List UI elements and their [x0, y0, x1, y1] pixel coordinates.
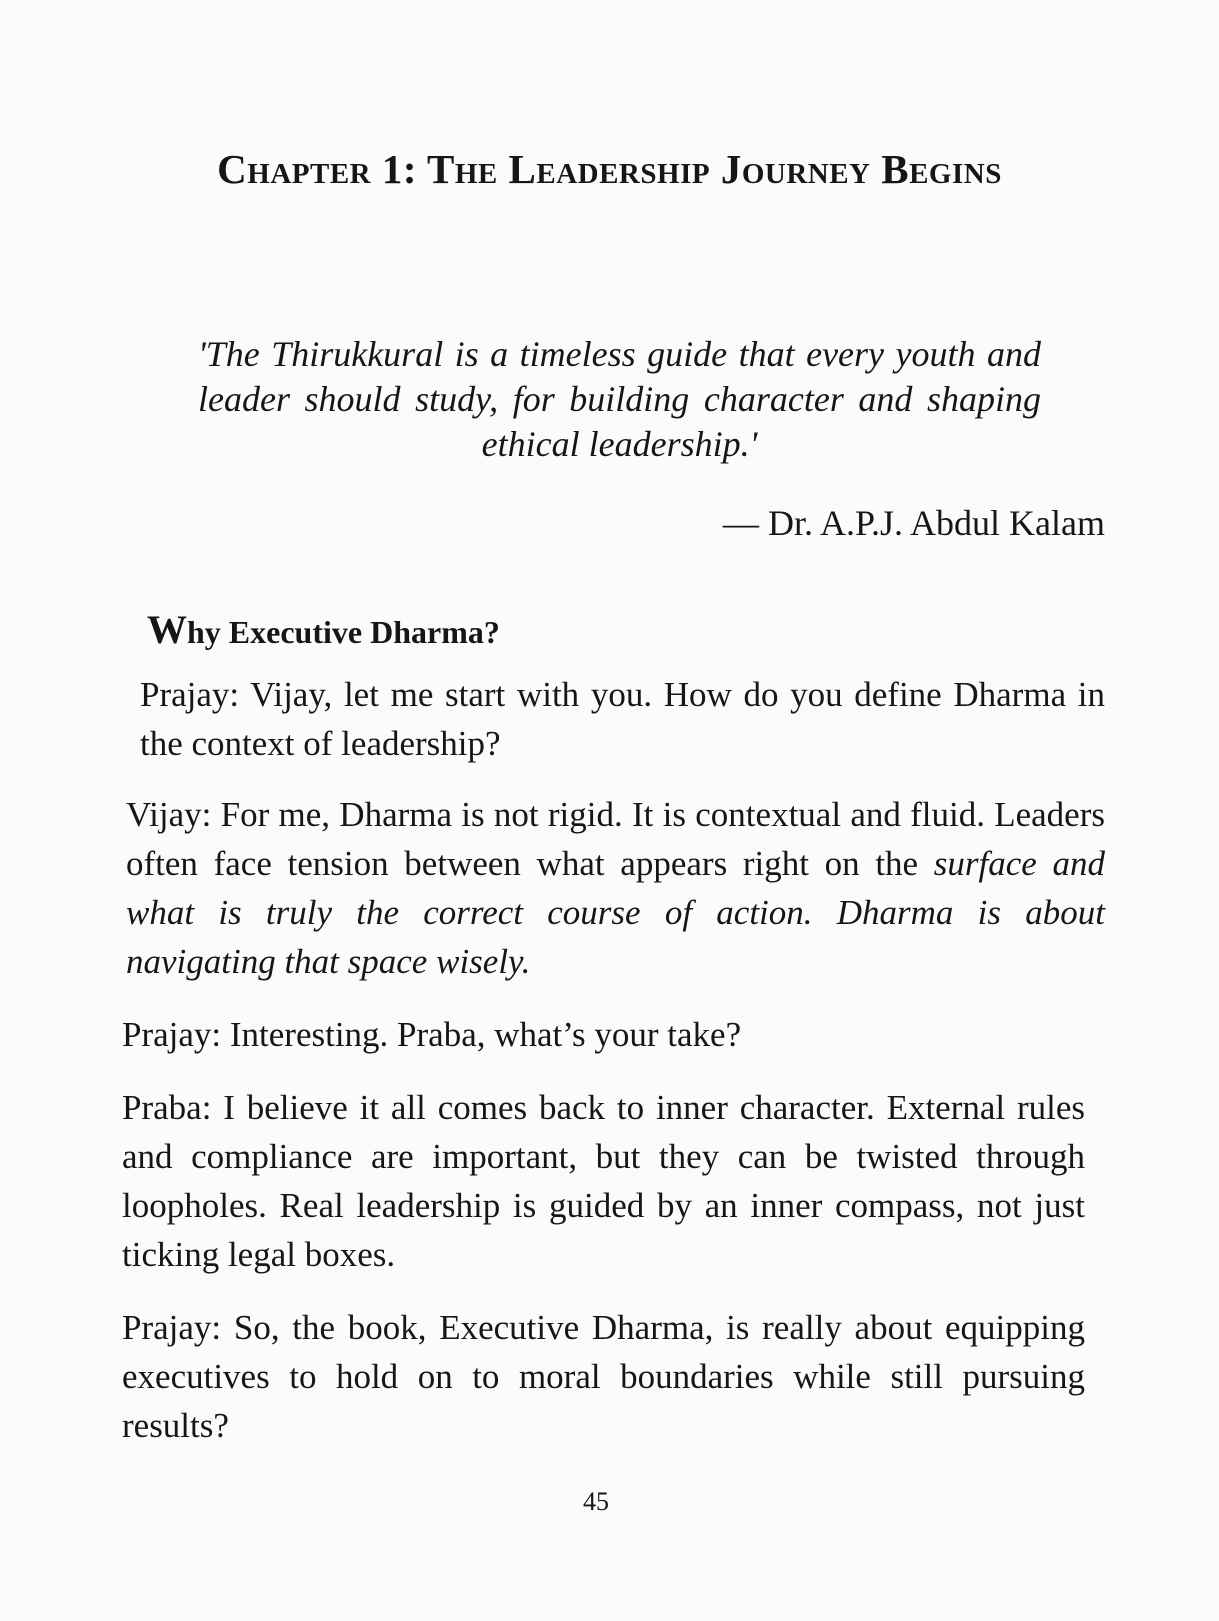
- dialogue-paragraph: Prajay: So, the book, Executive Dharma, is really about equipping executives to hold on to moral boundaries while still pursuing results?: [122, 1308, 1085, 1445]
- section-heading-text: hy Executive Dharma?: [187, 614, 500, 650]
- epigraph-quote: 'The Thirukkural is a timeless guide that every youth and leader should study, for building character and shaping ethical leadership.': [198, 334, 1041, 464]
- page-number: 45: [583, 1487, 609, 1516]
- section-heading: [147, 606, 500, 653]
- chapter-title: Chapter 1: The Leadership Journey Begins: [217, 146, 1002, 192]
- dialogue-paragraph: Prajay: Vijay, let me start with you. How do you define Dharma in the context of leadership?: [140, 675, 1105, 763]
- dialogue-paragraph: [126, 790, 1105, 986]
- dialogue-paragraph: Praba: I believe it all comes back to inner character. External rules and compliance are important, but they can be twisted through loopholes. Real leadership is guided by an inner compass, not just ticking legal boxes.: [122, 1088, 1085, 1274]
- section-heading-initial: W: [147, 607, 187, 652]
- dialogue-paragraph: Prajay: Interesting. Praba, what’s your take?: [122, 1015, 742, 1054]
- dialogue-text-italic: surface and what is truly the correct course of action. Dharma is about navigating that space wisely.: [126, 844, 1105, 981]
- epigraph-attribution: — Dr. A.P.J. Abdul Kalam: [722, 503, 1105, 543]
- dialogue-text-regular: Vijay: For me, Dharma is not rigid. It is contextual and fluid. Leaders often face tension between what appears right on the: [126, 795, 1105, 883]
